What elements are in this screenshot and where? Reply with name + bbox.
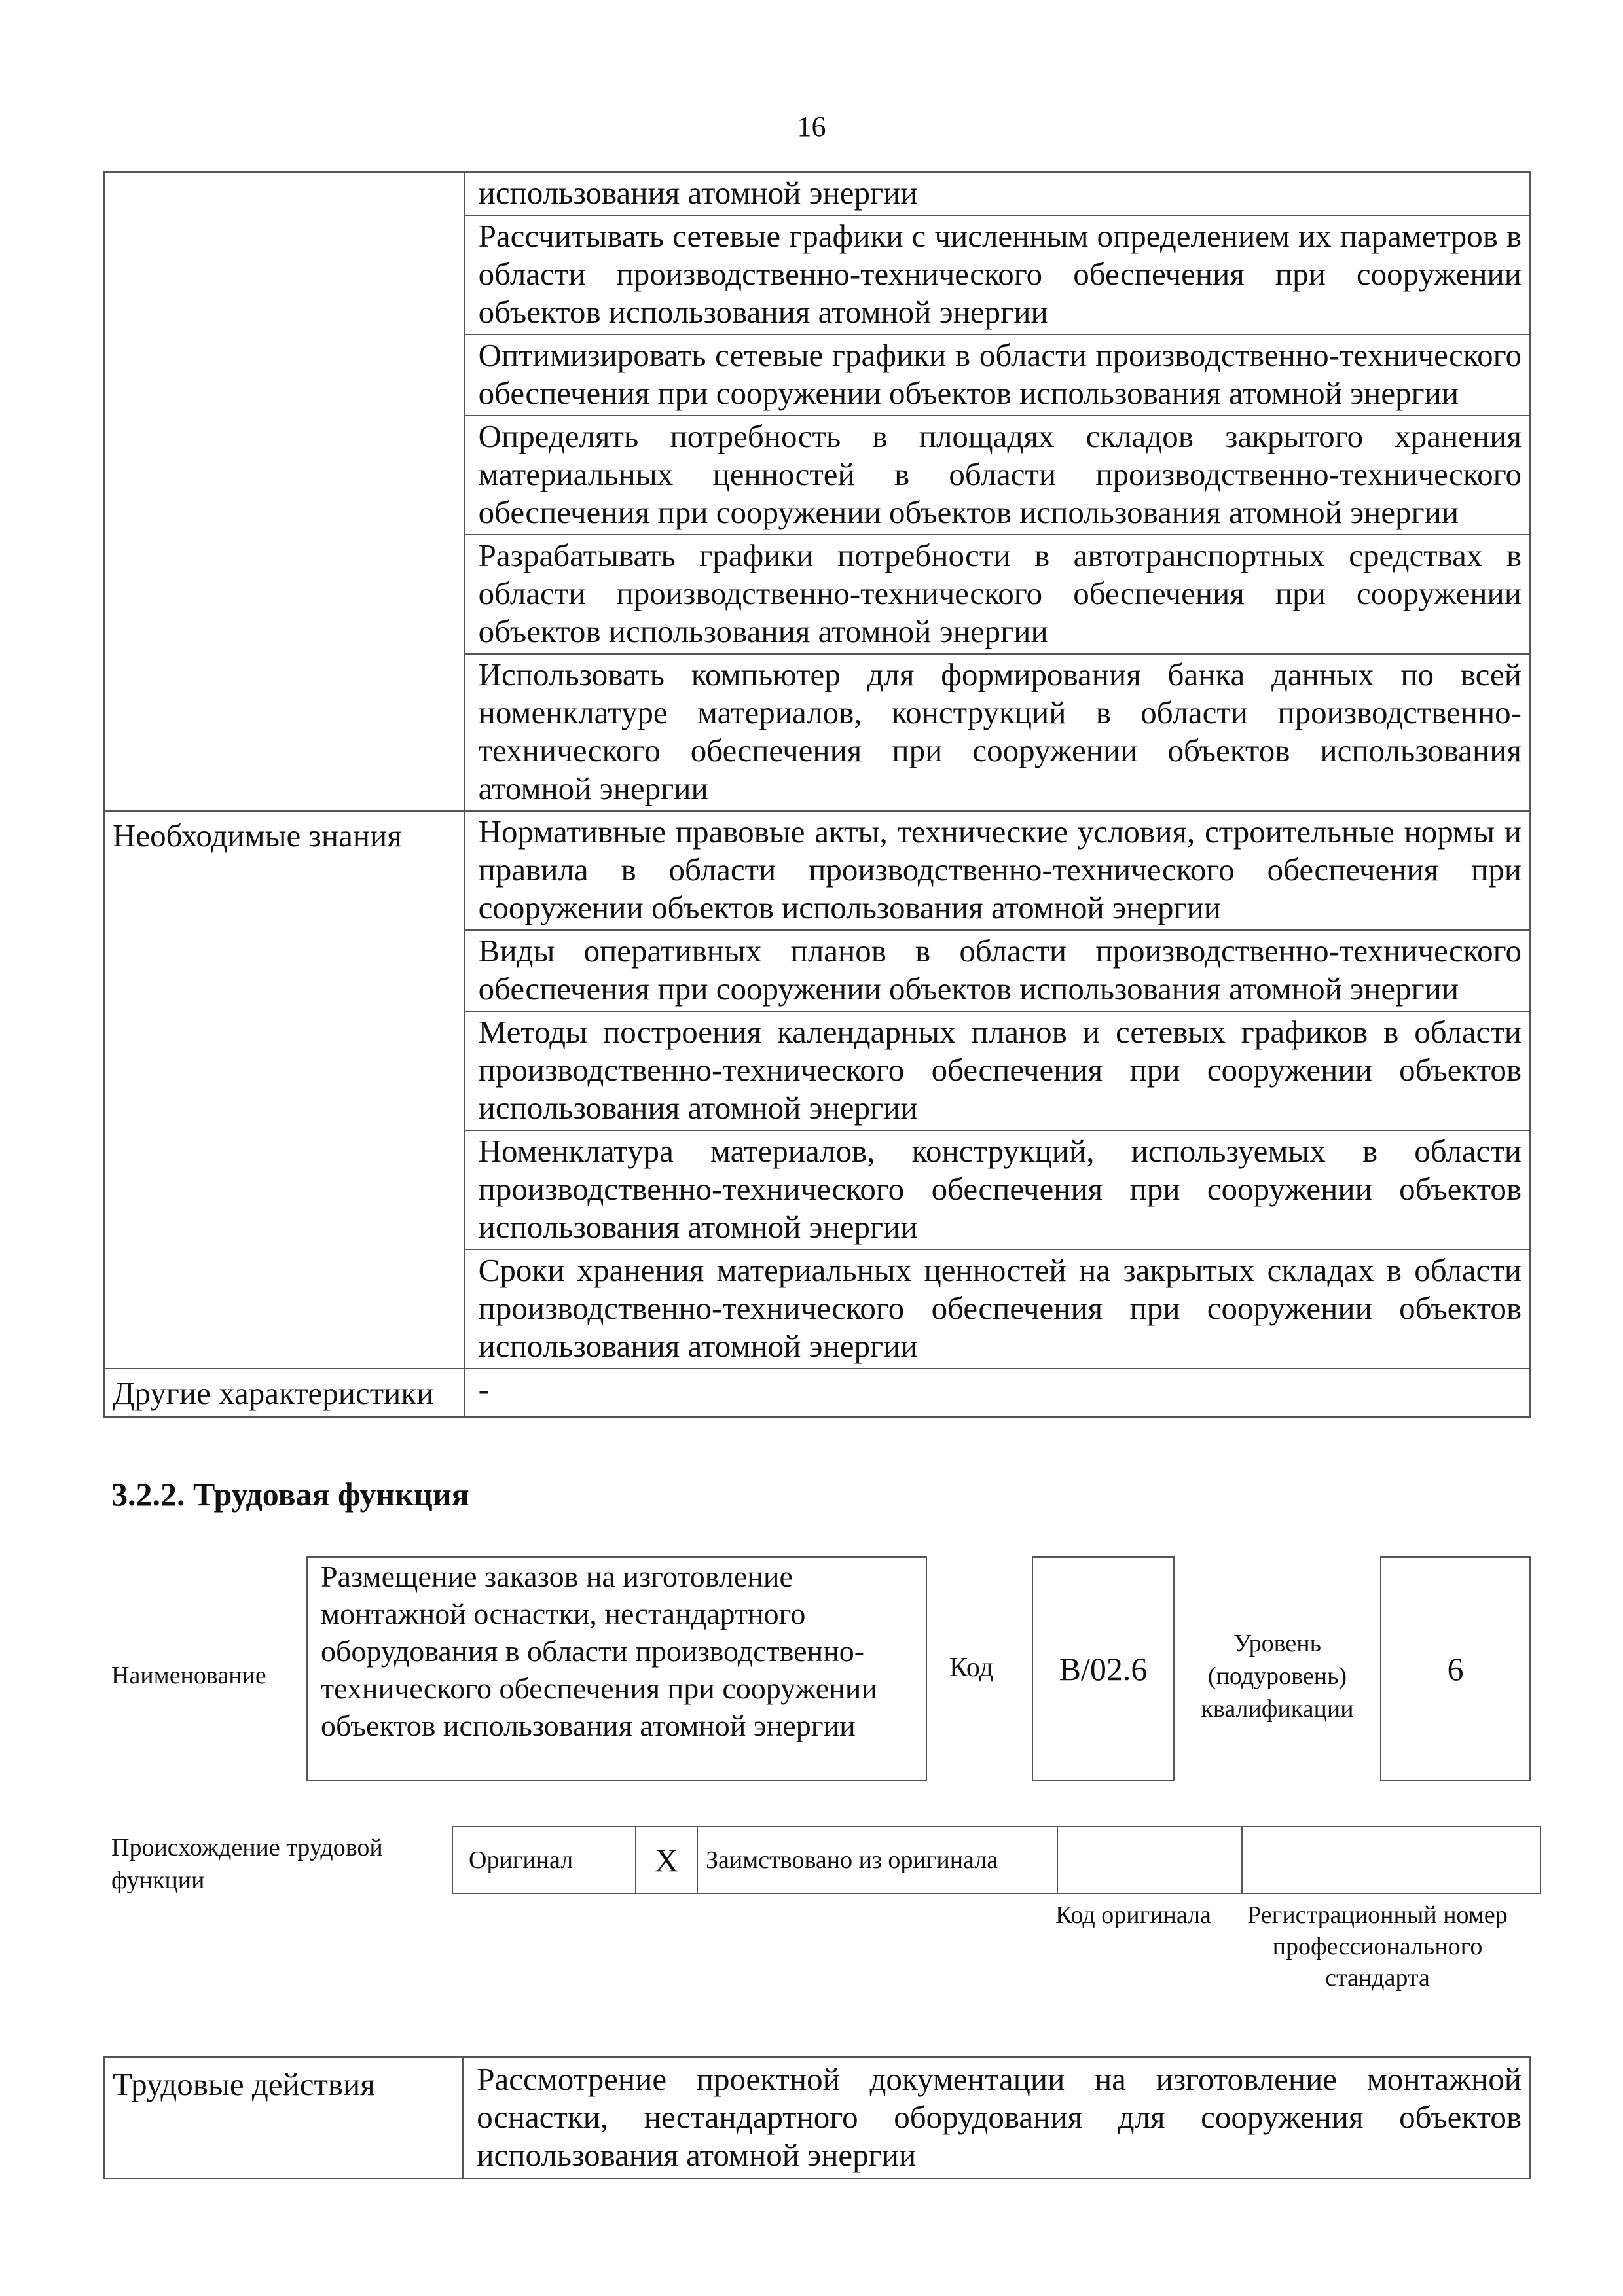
other-characteristics-label: Другие характеристики — [104, 1369, 465, 1417]
borrowed-cell: Заимствовано из оригинала — [697, 1827, 1057, 1893]
skills-knowledge-table — [103, 171, 1531, 1418]
knowledge-cell: Методы построения календарных планов и сетевых графиков в области производственно-технического обеспечения при сооружении объектов использования атомной энергии — [465, 1011, 1530, 1130]
page-number: 16 — [797, 111, 826, 143]
skills-label-cell — [104, 172, 465, 811]
skill-cell: Рассчитывать сетевые графики с численным определением их параметров в области производственно-технического обеспечения при сооружении объектов использования атомной энергии — [465, 215, 1530, 334]
knowledge-label: Необходимые знания — [104, 811, 465, 1369]
table-row — [104, 811, 1530, 930]
skill-cell: Определять потребность в площадях складов закрытого хранения материальных ценностей в области производственно-технического обеспечения при сооружении объектов использования атомной энергии — [465, 416, 1530, 535]
labor-action-cell: Рассмотрение проектной документации на изготовление монтажной оснастки, нестандартного оборудования для сооружения объектов использования атомной энергии — [463, 2057, 1530, 2179]
original-code-cell — [1057, 1827, 1242, 1893]
code-label: Код — [949, 1653, 994, 1683]
function-code-box: B/02.6 — [1032, 1556, 1175, 1781]
skill-cell: использования атомной энергии — [465, 172, 1530, 215]
qualification-level-box: 6 — [1380, 1556, 1531, 1781]
table-row — [104, 172, 1530, 215]
knowledge-cell: Виды оперативных планов в области производственно-технического обеспечения при сооружении объектов использования атомной энергии — [465, 930, 1530, 1011]
origin-table — [452, 1826, 1541, 1894]
section-title: 3.2.2. Трудовая функция — [111, 1476, 469, 1513]
knowledge-cell: Нормативные правовые акты, технические условия, строительные нормы и правила в области производственно-технического обеспечения при сооружении объектов использования атомной энергии — [465, 811, 1530, 930]
qualification-level-label: Уровень (подуровень) квалификации — [1201, 1630, 1354, 1723]
registration-number-caption: Регистрационный номер профессионального стандарта — [1247, 1901, 1508, 1992]
knowledge-cell: Номенклатура материалов, конструкций, используемых в области производственно-технического обеспечения при сооружении объектов использования атомной энергии — [465, 1130, 1530, 1249]
name-label: Наименование — [111, 1662, 266, 1689]
table-row — [104, 2057, 1530, 2179]
registration-number-cell — [1242, 1827, 1541, 1893]
knowledge-cell: Сроки хранения материальных ценностей на закрытых складах в области производственно-технического обеспечения при сооружении объектов использования атомной энергии — [465, 1249, 1530, 1369]
original-code-caption: Код оригинала — [1055, 1901, 1211, 1929]
other-characteristics-value: - — [465, 1369, 1530, 1417]
original-cell: Оригинал — [452, 1827, 636, 1893]
origin-label: Происхождение трудовой функции — [111, 1834, 383, 1894]
skill-cell: Использовать компьютер для формирования банка данных по всей номенклатуре материалов, конструкций в области производственно-технического обеспечения при сооружении объектов использования атомной энергии — [465, 654, 1530, 811]
function-name-box: Размещение заказов на изготовление монтажной оснастки, нестандартного оборудования в области производственно-технического обеспечения при сооружении объектов использования атомной энергии — [306, 1556, 927, 1781]
labor-actions-label: Трудовые действия — [104, 2057, 463, 2179]
skill-cell: Оптимизировать сетевые графики в области производственно-технического обеспечения при сооружении объектов использования атомной энергии — [465, 334, 1530, 416]
labor-actions-table — [103, 2056, 1531, 2179]
original-mark: X — [636, 1827, 697, 1893]
table-row — [452, 1827, 1541, 1893]
table-row — [104, 1369, 1530, 1417]
skill-cell: Разрабатывать графики потребности в автотранспортных средствах в области производственно-технического обеспечения при сооружении объектов использования атомной энергии — [465, 535, 1530, 654]
